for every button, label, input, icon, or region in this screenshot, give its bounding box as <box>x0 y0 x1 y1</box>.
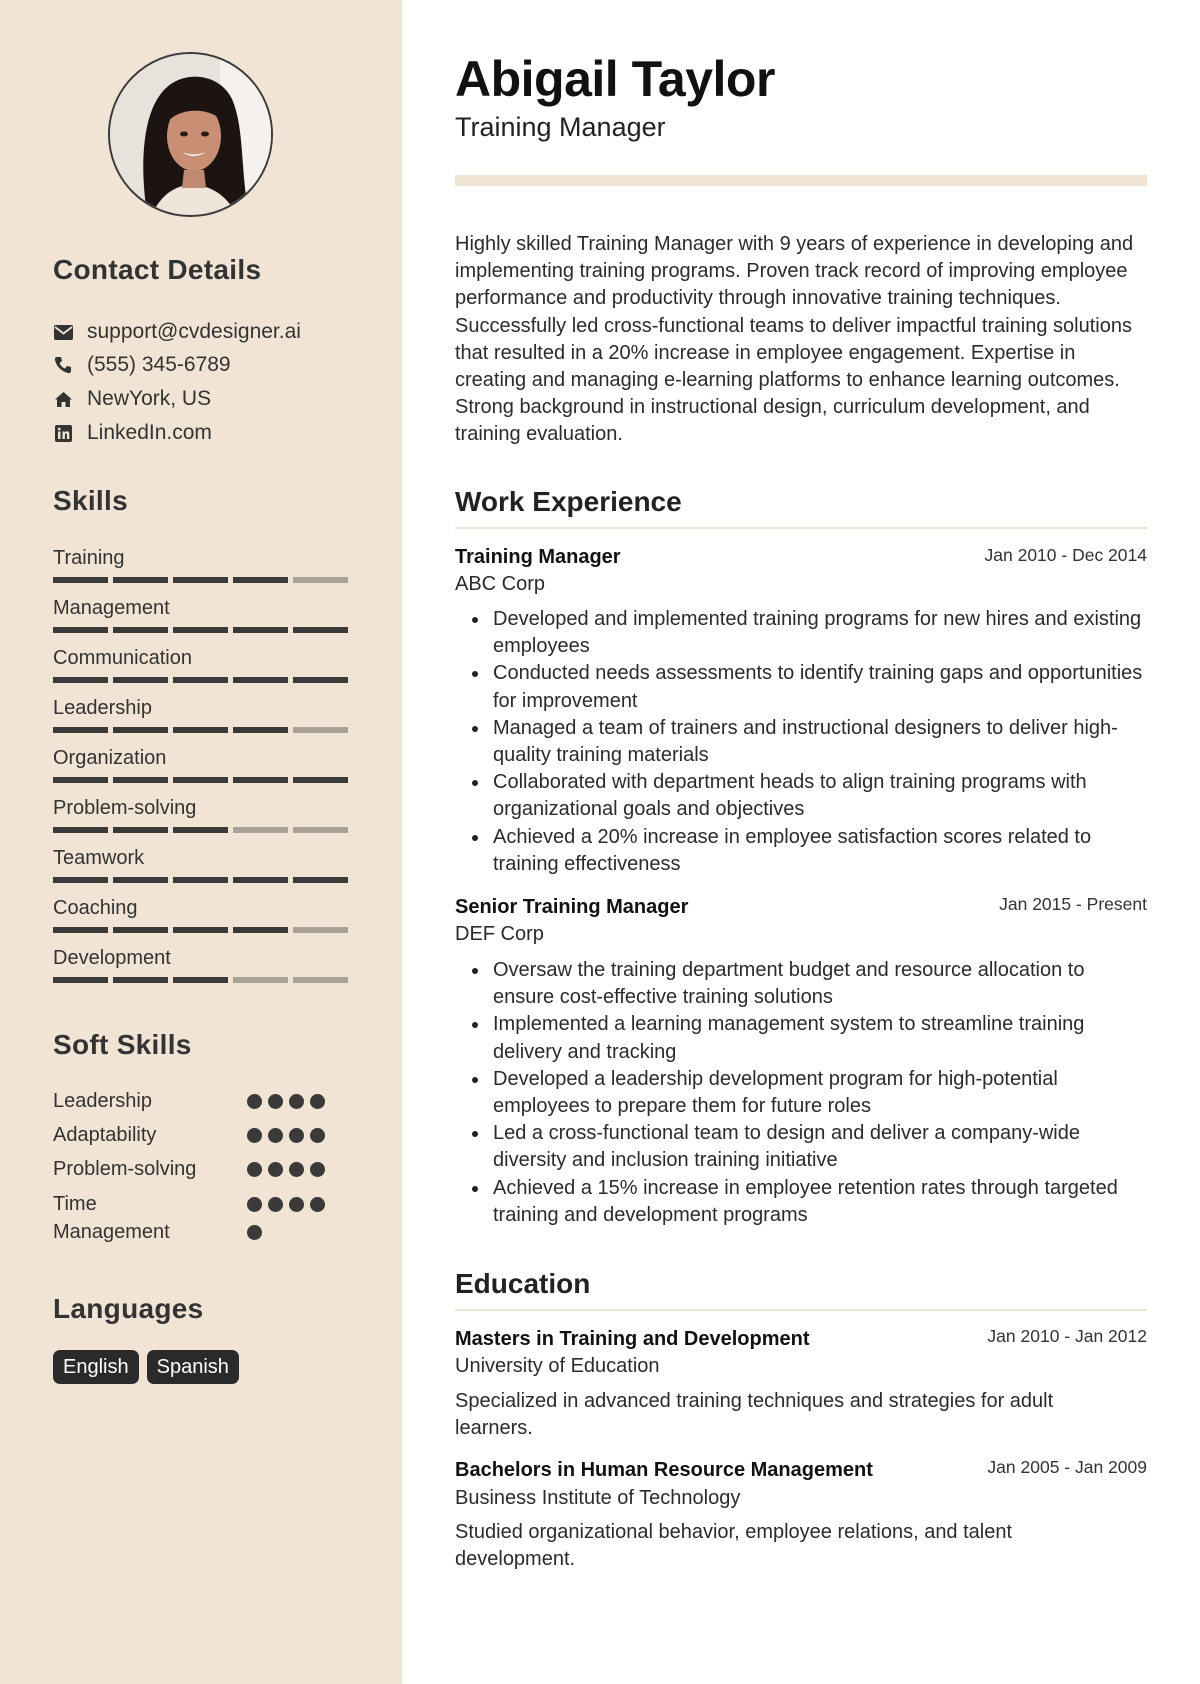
soft-skill-item <box>53 1190 203 1246</box>
header-divider <box>455 175 1147 186</box>
job-bullet: Managed a team of trainers and instructional designers to deliver high-quality training materials <box>455 715 1147 769</box>
soft-skill-name: Adaptability <box>53 1124 157 1146</box>
soft-skill-rating <box>247 1128 325 1143</box>
contact-location <box>53 386 211 412</box>
degree-title: Bachelors in Human Resource Management <box>455 1459 873 1481</box>
skill-name: Development <box>53 947 171 969</box>
languages-heading: Languages <box>53 1293 204 1324</box>
skill-name: Management <box>53 597 170 619</box>
skill-level-bar <box>53 927 349 933</box>
job-bullets <box>455 606 1147 878</box>
contact-location-text: NewYork, US <box>87 387 212 410</box>
skill-item <box>53 545 349 583</box>
skill-level-segment <box>173 927 228 933</box>
soft-skills-heading: Soft Skills <box>53 1029 192 1060</box>
skill-level-segment <box>173 727 228 733</box>
skill-level-segment <box>113 977 168 983</box>
skill-level-segment <box>233 627 288 633</box>
skill-level-segment <box>233 977 288 983</box>
job-title: Senior Training Manager <box>455 896 689 918</box>
skill-level-segment <box>293 927 348 933</box>
contact-linkedin-text: LinkedIn.com <box>87 421 212 444</box>
degree-title: Masters in Training and Development <box>455 1328 810 1350</box>
skill-level-segment <box>53 977 108 983</box>
school-name: University of Education <box>455 1355 660 1377</box>
skill-level-segment <box>293 977 348 983</box>
envelope-icon <box>53 322 73 342</box>
skill-item <box>53 945 349 983</box>
skill-level-segment <box>113 877 168 883</box>
skill-level-bar <box>53 827 349 833</box>
contact-email[interactable] <box>53 319 301 345</box>
degree-dates: Jan 2005 - Jan 2009 <box>987 1457 1147 1477</box>
school-name: Business Institute of Technology <box>455 1487 741 1509</box>
skill-level-segment <box>293 577 348 583</box>
education-heading: Education <box>455 1268 591 1299</box>
linkedin-icon <box>53 423 73 443</box>
skill-level-segment <box>53 777 108 783</box>
skill-level-segment <box>113 927 168 933</box>
job-title: Training Manager <box>455 546 621 568</box>
job-dates: Jan 2015 - Present <box>999 894 1147 914</box>
skill-level-segment <box>293 827 348 833</box>
skill-item <box>53 795 349 833</box>
skill-level-bar <box>53 777 349 783</box>
skill-level-segment <box>173 577 228 583</box>
skill-level-segment <box>113 577 168 583</box>
skill-level-segment <box>113 727 168 733</box>
degree-description: Studied organizational behavior, employee relations, and talent development. <box>455 1521 1013 1571</box>
rating-dot <box>247 1225 262 1240</box>
job-dates: Jan 2010 - Dec 2014 <box>984 545 1147 565</box>
degree-dates: Jan 2010 - Jan 2012 <box>987 1326 1147 1346</box>
sidebar <box>0 0 402 1684</box>
skill-level-bar <box>53 677 349 683</box>
job-bullet: Achieved a 15% increase in employee retention rates through targeted training and development programs <box>455 1175 1147 1229</box>
skill-item <box>53 595 349 633</box>
skill-name: Problem-solving <box>53 797 197 819</box>
skill-level-segment <box>173 827 228 833</box>
skill-level-bar <box>53 877 349 883</box>
soft-skill-name: Leadership <box>53 1090 152 1112</box>
skill-level-segment <box>113 827 168 833</box>
skill-level-segment <box>293 877 348 883</box>
skill-name: Organization <box>53 747 167 769</box>
skill-level-segment <box>53 927 108 933</box>
rating-dot <box>247 1162 262 1177</box>
job-company: DEF Corp <box>455 923 544 945</box>
contact-phone-text: (555) 345-6789 <box>87 353 231 376</box>
skill-level-bar <box>53 577 349 583</box>
skill-level-bar <box>53 977 349 983</box>
section-divider <box>455 527 1147 529</box>
skill-level-segment <box>113 677 168 683</box>
soft-skill-rating <box>247 1197 325 1212</box>
soft-skill-rating-overflow <box>247 1225 262 1240</box>
skill-level-segment <box>233 877 288 883</box>
skill-name: Leadership <box>53 697 152 719</box>
rating-dot <box>310 1094 325 1109</box>
skill-level-segment <box>233 677 288 683</box>
rating-dot <box>247 1197 262 1212</box>
rating-dot <box>268 1162 283 1177</box>
job-bullet: Achieved a 20% increase in employee satisfaction scores related to training effectiveness <box>455 824 1147 878</box>
skill-level-bar <box>53 727 349 733</box>
work-heading: Work Experience <box>455 486 682 517</box>
job-bullet: Oversaw the training department budget and resource allocation to ensure cost-effective training solutions <box>455 957 1147 1011</box>
language-badge: English <box>53 1350 139 1384</box>
skill-level-segment <box>53 727 108 733</box>
skills-heading: Skills <box>53 485 128 516</box>
skill-level-segment <box>53 827 108 833</box>
skill-name: Communication <box>53 647 192 669</box>
contact-linkedin[interactable] <box>53 420 212 446</box>
rating-dot <box>289 1128 304 1143</box>
skill-level-segment <box>293 677 348 683</box>
job-bullet: Implemented a learning management system to streamline training delivery and tracking <box>455 1011 1147 1065</box>
profile-photo <box>108 52 273 217</box>
job-bullet: Led a cross-functional team to design and deliver a company-wide diversity and inclusion training initiative <box>455 1120 1147 1174</box>
rating-dot <box>268 1094 283 1109</box>
skill-level-segment <box>233 727 288 733</box>
skill-level-segment <box>233 777 288 783</box>
soft-skill-name: Time Management <box>53 1193 170 1243</box>
skill-level-segment <box>173 627 228 633</box>
skill-level-segment <box>113 777 168 783</box>
skill-item <box>53 645 349 683</box>
rating-dot <box>289 1162 304 1177</box>
rating-dot <box>289 1094 304 1109</box>
rating-dot <box>310 1162 325 1177</box>
skill-level-segment <box>233 827 288 833</box>
skill-level-segment <box>233 927 288 933</box>
skill-name: Teamwork <box>53 847 145 869</box>
skill-level-bar <box>53 627 349 633</box>
candidate-name: Abigail Taylor <box>455 51 775 107</box>
rating-dot <box>268 1128 283 1143</box>
skill-level-segment <box>53 627 108 633</box>
skill-item <box>53 845 349 883</box>
job-bullet: Developed and implemented training programs for new hires and existing employees <box>455 606 1147 660</box>
soft-skill-rating <box>247 1162 325 1177</box>
skill-level-segment <box>173 977 228 983</box>
job-bullet: Collaborated with department heads to align training programs with organizational goals and objectives <box>455 769 1147 823</box>
skill-level-segment <box>293 627 348 633</box>
skill-name: Training <box>53 547 125 569</box>
rating-dot <box>247 1128 262 1143</box>
job-bullets <box>455 957 1147 1229</box>
skill-level-segment <box>113 627 168 633</box>
soft-skill-rating <box>247 1094 325 1109</box>
rating-dot <box>310 1128 325 1143</box>
job-company: ABC Corp <box>455 573 546 595</box>
skill-level-segment <box>173 677 228 683</box>
skill-level-segment <box>233 577 288 583</box>
skill-item <box>53 745 349 783</box>
rating-dot <box>247 1094 262 1109</box>
skill-level-segment <box>53 577 108 583</box>
contact-heading: Contact Details <box>53 254 262 285</box>
job-bullet: Conducted needs assessments to identify training gaps and opportunities for improvement <box>455 660 1147 714</box>
contact-email-text: support@cvdesigner.ai <box>87 320 301 343</box>
home-icon <box>53 389 73 409</box>
skill-level-segment <box>53 677 108 683</box>
skill-level-segment <box>53 877 108 883</box>
skill-level-segment <box>293 727 348 733</box>
skill-name: Coaching <box>53 897 138 919</box>
skill-level-segment <box>173 877 228 883</box>
skill-level-segment <box>173 777 228 783</box>
skill-item <box>53 895 349 933</box>
job-bullet: Developed a leadership development program for high-potential employees to prepare them for future roles <box>455 1066 1147 1120</box>
skill-item <box>53 695 349 733</box>
candidate-title: Training Manager <box>455 112 666 142</box>
soft-skill-item <box>53 1087 233 1115</box>
languages-list <box>53 1350 239 1384</box>
skill-level-segment <box>293 777 348 783</box>
rating-dot <box>268 1197 283 1212</box>
rating-dot <box>289 1197 304 1212</box>
section-divider <box>455 1309 1147 1311</box>
profile-summary: Highly skilled Training Manager with 9 years of experience in developing and implementing training programs. Proven track record of improving employee performance and productivity through innovative training techniques. Successfully led cross-functional teams to deliver impactful training solutions that resulted in a 20% increase in employee engagement. Expertise in creating and managing e-learning platforms to enhance learning outcomes. Strong background in instructional design, curriculum development, and training evaluation. <box>455 233 1134 446</box>
rating-dot <box>310 1197 325 1212</box>
contact-phone[interactable] <box>53 352 231 378</box>
language-badge: Spanish <box>147 1350 239 1384</box>
soft-skill-item <box>53 1155 233 1183</box>
phone-icon <box>53 355 73 375</box>
soft-skill-item <box>53 1121 233 1149</box>
degree-description: Specialized in advanced training techniques and strategies for adult learners. <box>455 1390 1054 1440</box>
soft-skill-name: Problem-solving <box>53 1158 197 1180</box>
